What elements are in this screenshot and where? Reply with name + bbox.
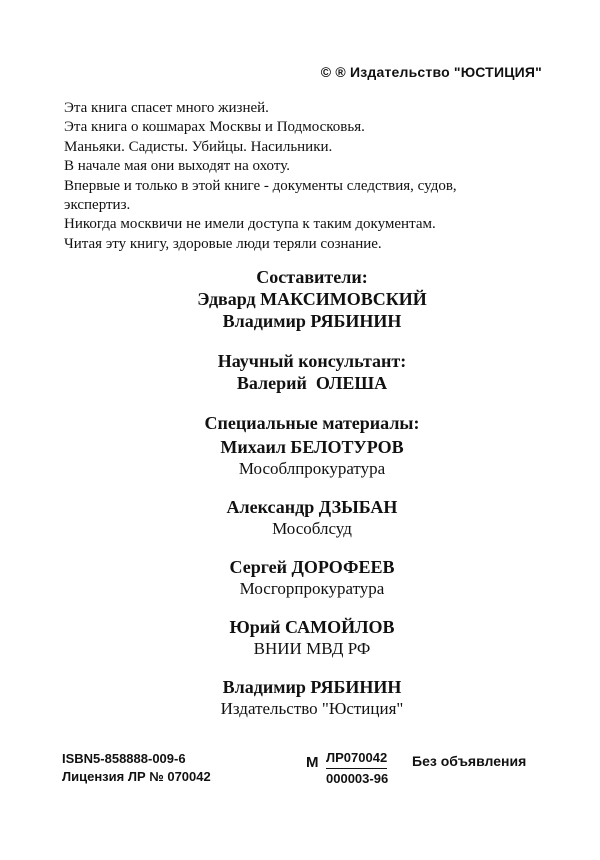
lr-number: ЛР070042 — [326, 748, 387, 769]
credits — [0, 266, 600, 736]
compilers-block — [0, 266, 600, 332]
special-heading: Специальные материалы: — [204, 413, 420, 433]
blurb-text — [64, 99, 534, 254]
blurb-line: Читая эту книгу, здоровые люди теряли сознание. — [64, 235, 382, 252]
isbn-block — [62, 750, 211, 786]
blurb-line: Впервые и только в этой книге - документы следствия, судов, — [64, 177, 457, 194]
copyright-line: © ® Издательство "ЮСТИЦИЯ" — [320, 64, 542, 80]
blurb-line: В начале мая они выходят на охоту. — [64, 158, 290, 175]
m-mark: М — [306, 754, 319, 771]
contributor-org: ВНИИ МВД РФ — [253, 639, 371, 658]
blurb-line: экспертиз. — [64, 197, 131, 214]
consultant-name: Валерий ОЛЕША — [236, 373, 388, 393]
contributor-org: Мособлсуд — [272, 519, 352, 538]
contributor-name: Юрий САМОЙЛОВ — [229, 617, 395, 637]
isbn: ISBN5-858888-009-6 — [62, 751, 186, 766]
contributor-org: Издательство "Юстиция" — [220, 699, 404, 718]
blurb-line: Маньяки. Садисты. Убийцы. Насильники. — [64, 138, 333, 155]
contributor-org: Мособлпрокуратура — [238, 459, 386, 478]
license: Лицензия ЛР № 070042 — [62, 769, 211, 784]
contributor-name: Михаил БЕЛОТУРОВ — [220, 437, 404, 457]
imprint-footer — [0, 748, 600, 788]
contributor — [0, 556, 600, 600]
compiler-name: Эдвард МАКСИМОВСКИЙ — [197, 289, 427, 309]
no-ads-note: Без объявления — [412, 753, 527, 769]
blurb-line: Никогда москвичи не имели доступа к таким документам. — [64, 216, 436, 233]
contributor — [0, 436, 600, 480]
contributor-org: Мосгорпрокуратура — [239, 579, 385, 598]
compilers-heading: Составители: — [256, 267, 368, 287]
contributor-name: Сергей ДОРОФЕЕВ — [229, 557, 395, 577]
blurb-line: Эта книга спасет много жизней. — [64, 100, 269, 116]
blurb-line: Эта книга о кошмарах Москвы и Подмосковья. — [64, 119, 365, 136]
consultant-heading: Научный консультант: — [217, 351, 407, 371]
contributor — [0, 496, 600, 540]
consultant-block — [0, 350, 600, 394]
lr-code: 000003-96 — [326, 771, 389, 786]
compiler-name: Владимир РЯБИНИН — [222, 311, 402, 331]
contributor — [0, 616, 600, 660]
contributor — [0, 676, 600, 720]
contributor-name: Александр ДЗЫБАН — [226, 497, 398, 517]
contributor-name: Владимир РЯБИНИН — [222, 677, 402, 697]
special-materials-block — [0, 412, 600, 720]
lr-block — [326, 748, 388, 788]
